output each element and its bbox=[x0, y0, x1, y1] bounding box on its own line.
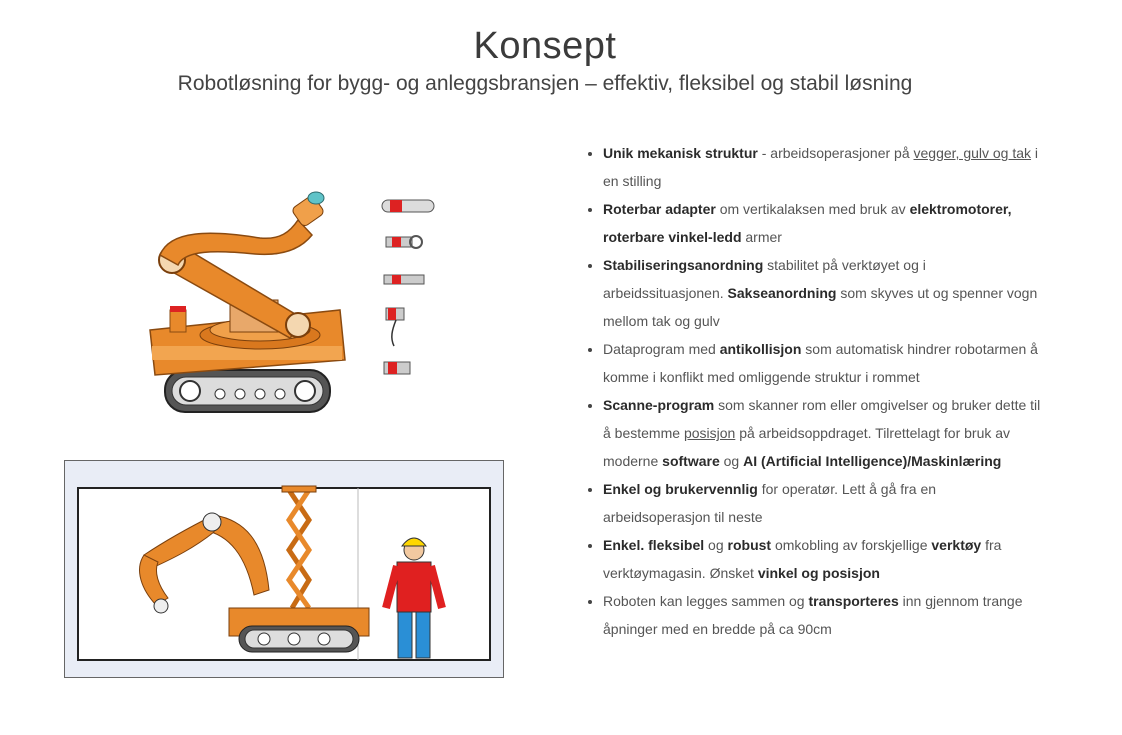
page-title: Konsept bbox=[473, 25, 617, 68]
feature-item bbox=[603, 587, 1043, 643]
feature-text: for operatør. Lett å gå fra en arbeidsoperasjon til neste bbox=[603, 481, 937, 525]
feature-item bbox=[603, 195, 1043, 251]
robot-arm-icon bbox=[150, 192, 345, 412]
feature-keyword: antikollisjon bbox=[719, 341, 802, 357]
feature-text: som skyves ut og spenner vogn mellom tak og gulv bbox=[603, 285, 1038, 329]
feature-text: - arbeidsoperasjoner på bbox=[757, 145, 914, 161]
scene-illustration bbox=[64, 460, 504, 678]
feature-keyword: verktøy bbox=[931, 537, 982, 553]
feature-text: Dataprogram med bbox=[603, 341, 720, 357]
page-subtitle: Robotløsning for bygg- og anleggsbransjen – effektiv, fleksibel og stabil løsning bbox=[177, 72, 913, 95]
feature-item bbox=[603, 391, 1043, 475]
feature-keyword: Unik mekanisk struktur bbox=[603, 145, 758, 161]
robot-in-room-icon bbox=[64, 460, 504, 678]
feature-keyword: transporteres bbox=[808, 593, 899, 609]
feature-link[interactable]: posisjon bbox=[683, 425, 736, 441]
feature-text: inn gjennom trange åpninger med en bredde på ca 90cm bbox=[603, 593, 1023, 637]
feature-text: og bbox=[719, 453, 744, 469]
feature-keyword: robust bbox=[727, 537, 772, 553]
feature-text: om vertikalaksen med bruk av bbox=[715, 201, 910, 217]
feature-item bbox=[603, 475, 1043, 531]
feature-text: som automatisk hindrer robotarmen å komme i konflikt med omliggende struktur i rommet bbox=[603, 341, 1038, 385]
feature-keyword: Stabiliseringsanordning bbox=[603, 257, 764, 273]
feature-item bbox=[603, 139, 1043, 195]
feature-keyword: software bbox=[662, 453, 720, 469]
feature-item bbox=[603, 335, 1043, 391]
feature-item bbox=[603, 251, 1043, 335]
feature-keyword: elektromotorer, roterbare vinkel-ledd bbox=[603, 201, 1012, 245]
tool-attachments-icon bbox=[382, 200, 434, 374]
feature-item bbox=[603, 531, 1043, 587]
feature-text: armer bbox=[741, 229, 782, 245]
feature-text: som skanner rom eller omgivelser og bruker dette til å bestemme bbox=[603, 397, 1041, 441]
feature-link[interactable]: vegger, gulv og tak bbox=[913, 145, 1032, 161]
feature-keyword: Enkel og brukervennlig bbox=[603, 481, 758, 497]
feature-keyword: Roterbar adapter bbox=[603, 201, 716, 217]
feature-text: og bbox=[704, 537, 728, 553]
feature-text: Roboten kan legges sammen og bbox=[603, 593, 809, 609]
feature-keyword: vinkel og posisjon bbox=[757, 565, 880, 581]
feature-keyword: Sakseanordning bbox=[727, 285, 837, 301]
feature-text: i en stilling bbox=[603, 145, 1039, 189]
feature-text: på arbeidsoppdraget. Tilrettelagt for bruk av moderne bbox=[603, 425, 1011, 469]
feature-list bbox=[583, 139, 1043, 643]
feature-text: stabilitet på verktøyet og i arbeidssituasjonen. bbox=[603, 257, 926, 301]
feature-keyword: Enkel. fleksibel bbox=[603, 537, 705, 553]
feature-keyword: AI (Artificial Intelligence)/Maskinlæring bbox=[743, 453, 1002, 469]
feature-keyword: Scanne-program bbox=[603, 397, 715, 413]
feature-text: omkobling av forskjellige bbox=[771, 537, 932, 553]
robot-illustration bbox=[130, 160, 460, 425]
feature-text: fra verktøymagasin. Ønsket bbox=[603, 537, 1002, 581]
